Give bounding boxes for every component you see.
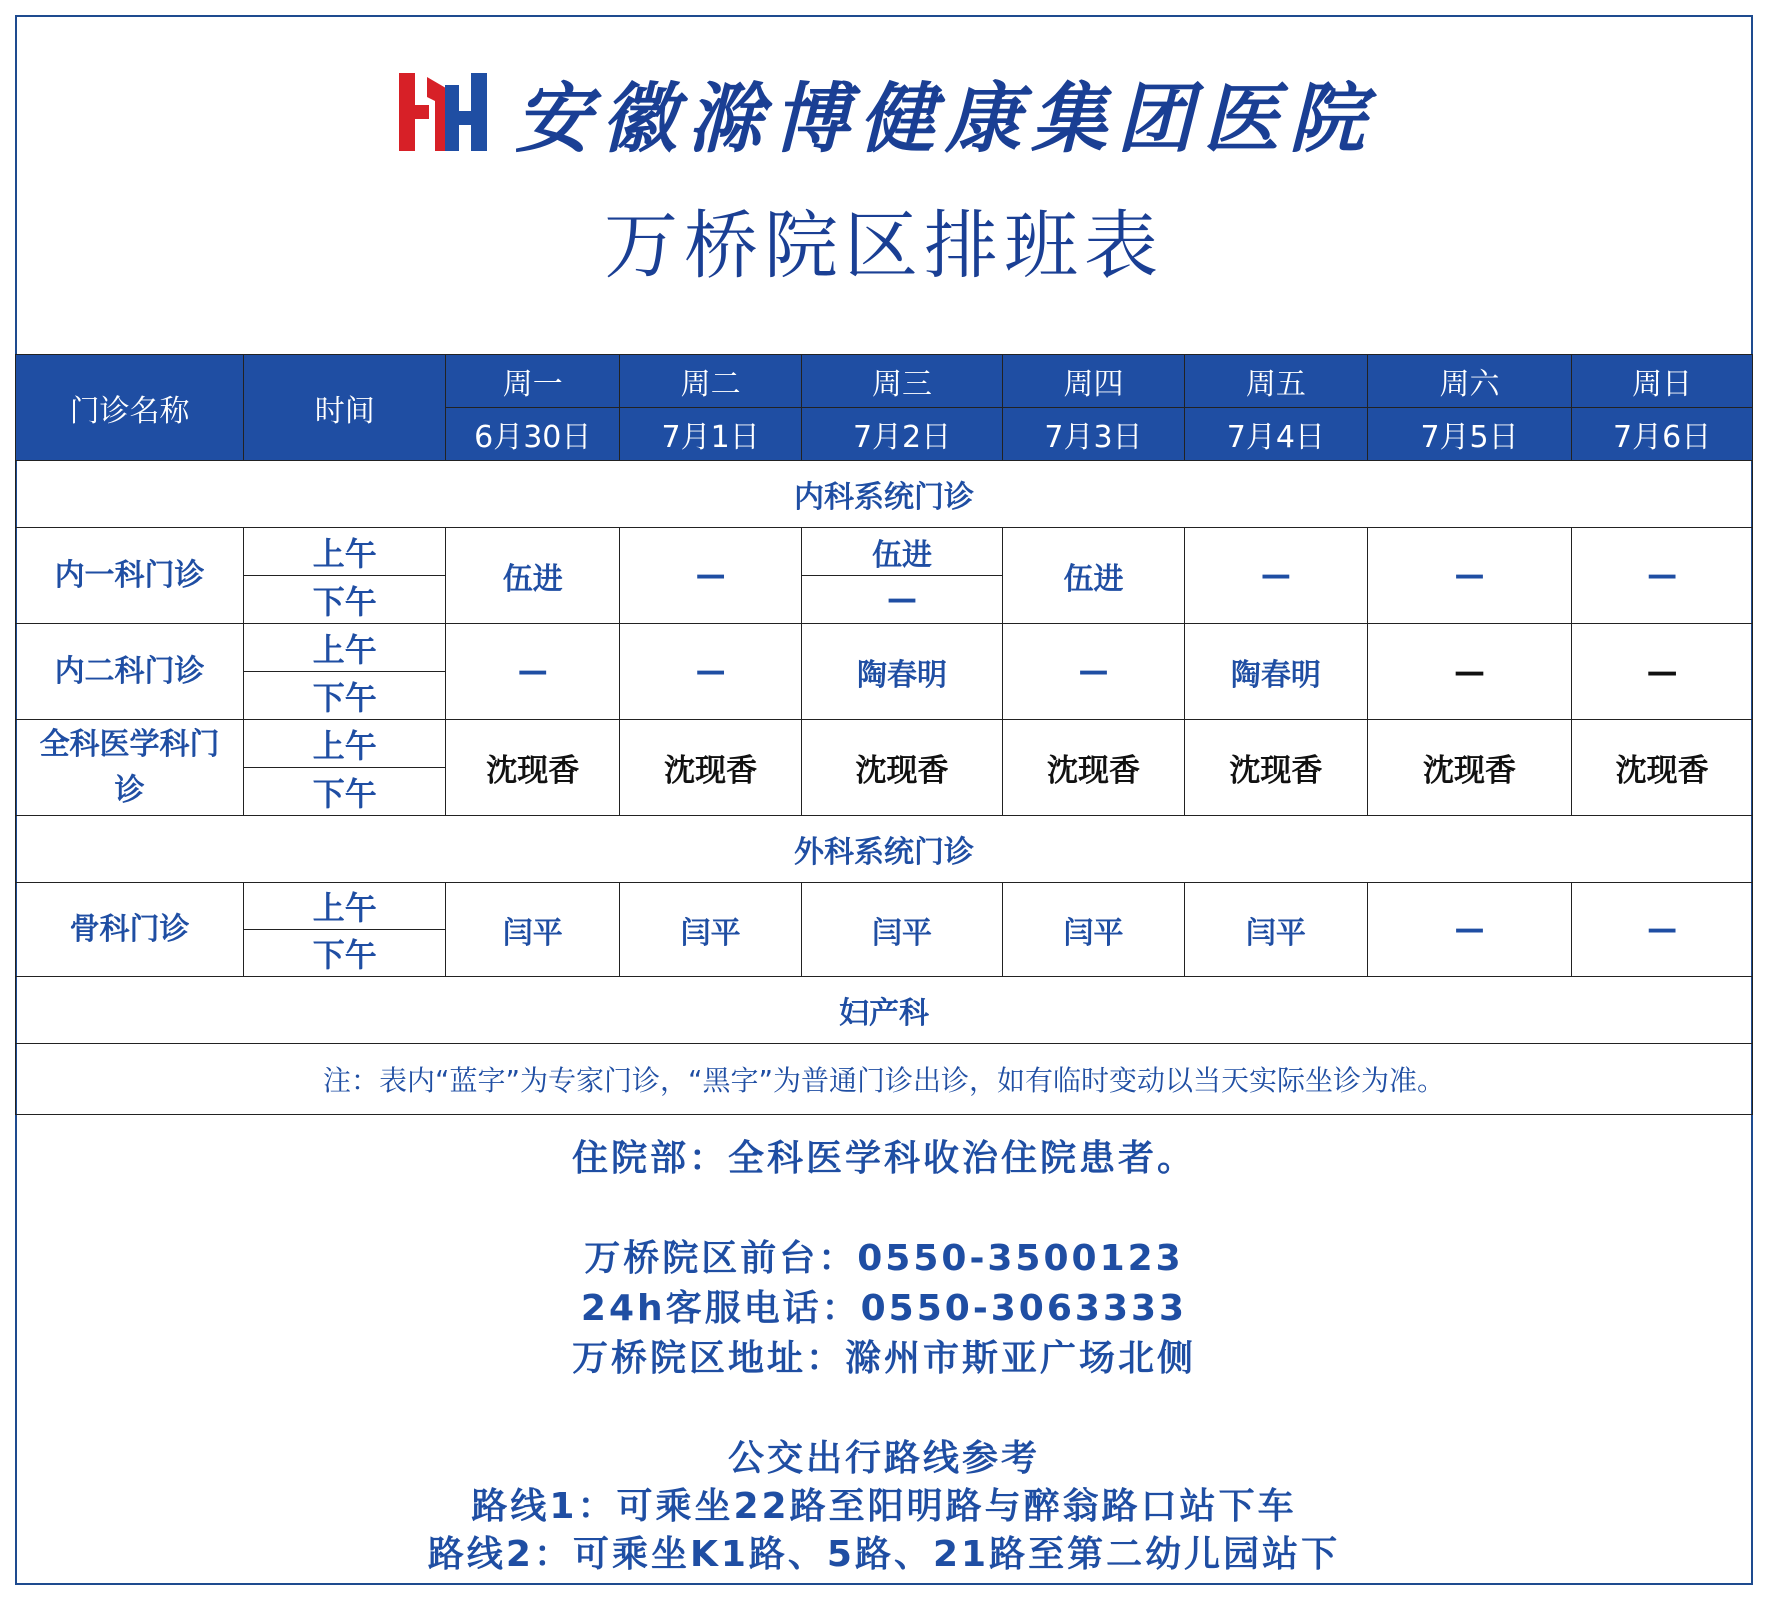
schedule-table	[15, 354, 1753, 1115]
header-time: 时间	[244, 355, 446, 461]
period-pm: 下午	[244, 672, 446, 720]
doctor-cell: 闫平	[446, 883, 620, 977]
header	[17, 17, 1751, 352]
doctor-cell: 沈现香	[1184, 720, 1367, 816]
address: 万桥院区地址：滁州市斯亚广场北侧	[571, 1338, 1196, 1379]
header-weekday: 周五	[1184, 355, 1367, 408]
doctor-cell: 沈现香	[446, 720, 620, 816]
doctor-cell: 陶春明	[1184, 624, 1367, 720]
dept-general-line2: 诊	[114, 772, 145, 808]
doctor-cell: —	[1572, 528, 1753, 624]
period-pm: 下午	[244, 576, 446, 624]
doctor-cell: 闫平	[620, 883, 802, 977]
header-weekday: 周三	[802, 355, 1003, 408]
schedule-title: 万桥院区排班表	[604, 203, 1164, 289]
schedule-note: 注：表内“蓝字”为专家门诊，“黑字”为普通门诊出诊，如有临时变动以当天实际坐诊为准。	[16, 1044, 1753, 1115]
bus-title: 公交出行路线参考	[727, 1438, 1040, 1479]
doctor-cell: 沈现香	[1003, 720, 1185, 816]
header-dept: 门诊名称	[16, 355, 244, 461]
hospital-name: 安徽滁博健康集团医院	[515, 73, 1375, 163]
period-am: 上午	[244, 883, 446, 930]
section-internal: 内科系统门诊	[16, 461, 1753, 528]
doctor-cell: —	[802, 576, 1003, 624]
header-date: 7月6日	[1572, 408, 1753, 461]
period-am: 上午	[244, 720, 446, 768]
doctor-cell: —	[620, 624, 802, 720]
doctor-cell: 沈现香	[802, 720, 1003, 816]
header-weekday: 周六	[1367, 355, 1571, 408]
doctor-cell: 伍进	[802, 528, 1003, 576]
period-am: 上午	[244, 624, 446, 672]
dept-internal2: 内二科门诊	[16, 624, 244, 720]
period-pm: 下午	[244, 768, 446, 816]
header-date: 6月30日	[446, 408, 620, 461]
doctor-cell: 沈现香	[1367, 720, 1571, 816]
hotline-phone: 24h客服电话：0550-3063333	[580, 1288, 1188, 1329]
bus-route-2: 路线2：可乘坐K1路、5路、21路至第二幼儿园站下	[427, 1534, 1341, 1575]
header-date: 7月4日	[1184, 408, 1367, 461]
doctor-cell: 闫平	[802, 883, 1003, 977]
period-am: 上午	[244, 528, 446, 576]
inpatient-info: 住院部：全科医学科收治住院患者。	[571, 1138, 1196, 1179]
header-weekday: 周四	[1003, 355, 1185, 408]
doctor-cell: 沈现香	[1572, 720, 1753, 816]
doctor-cell: 闫平	[1003, 883, 1185, 977]
section-surgery: 外科系统门诊	[16, 816, 1753, 883]
dept-internal1: 内一科门诊	[16, 528, 244, 624]
header-date: 7月2日	[802, 408, 1003, 461]
dept-general	[16, 720, 244, 816]
doctor-cell: —	[1572, 883, 1753, 977]
doctor-cell: —	[620, 528, 802, 624]
header-date: 7月3日	[1003, 408, 1185, 461]
doctor-cell: 闫平	[1184, 883, 1367, 977]
header-weekday: 周一	[446, 355, 620, 408]
doctor-cell: —	[1003, 624, 1185, 720]
bus-route-1: 路线1：可乘坐22路至阳明路与醉翁路口站下车	[471, 1486, 1297, 1527]
logo-row	[17, 57, 1751, 167]
header-date: 7月1日	[620, 408, 802, 461]
doctor-cell: —	[1367, 624, 1571, 720]
header-weekday: 周二	[620, 355, 802, 408]
doctor-cell: 伍进	[1003, 528, 1185, 624]
front-desk-phone: 万桥院区前台：0550-3500123	[584, 1238, 1184, 1279]
header-weekday: 周日	[1572, 355, 1753, 408]
doctor-cell: —	[1367, 528, 1571, 624]
doctor-cell: 沈现香	[620, 720, 802, 816]
dept-ortho: 骨科门诊	[16, 883, 244, 977]
doctor-cell: —	[446, 624, 620, 720]
doctor-cell: 伍进	[446, 528, 620, 624]
hospital-logo-icon	[393, 67, 493, 157]
header-date: 7月5日	[1367, 408, 1571, 461]
period-pm: 下午	[244, 930, 446, 977]
doctor-cell: —	[1367, 883, 1571, 977]
section-obgyn: 妇产科	[16, 977, 1753, 1044]
dept-general-line1: 全科医学科门	[39, 726, 220, 762]
doctor-cell: 陶春明	[802, 624, 1003, 720]
doctor-cell: —	[1184, 528, 1367, 624]
doctor-cell: —	[1572, 624, 1753, 720]
